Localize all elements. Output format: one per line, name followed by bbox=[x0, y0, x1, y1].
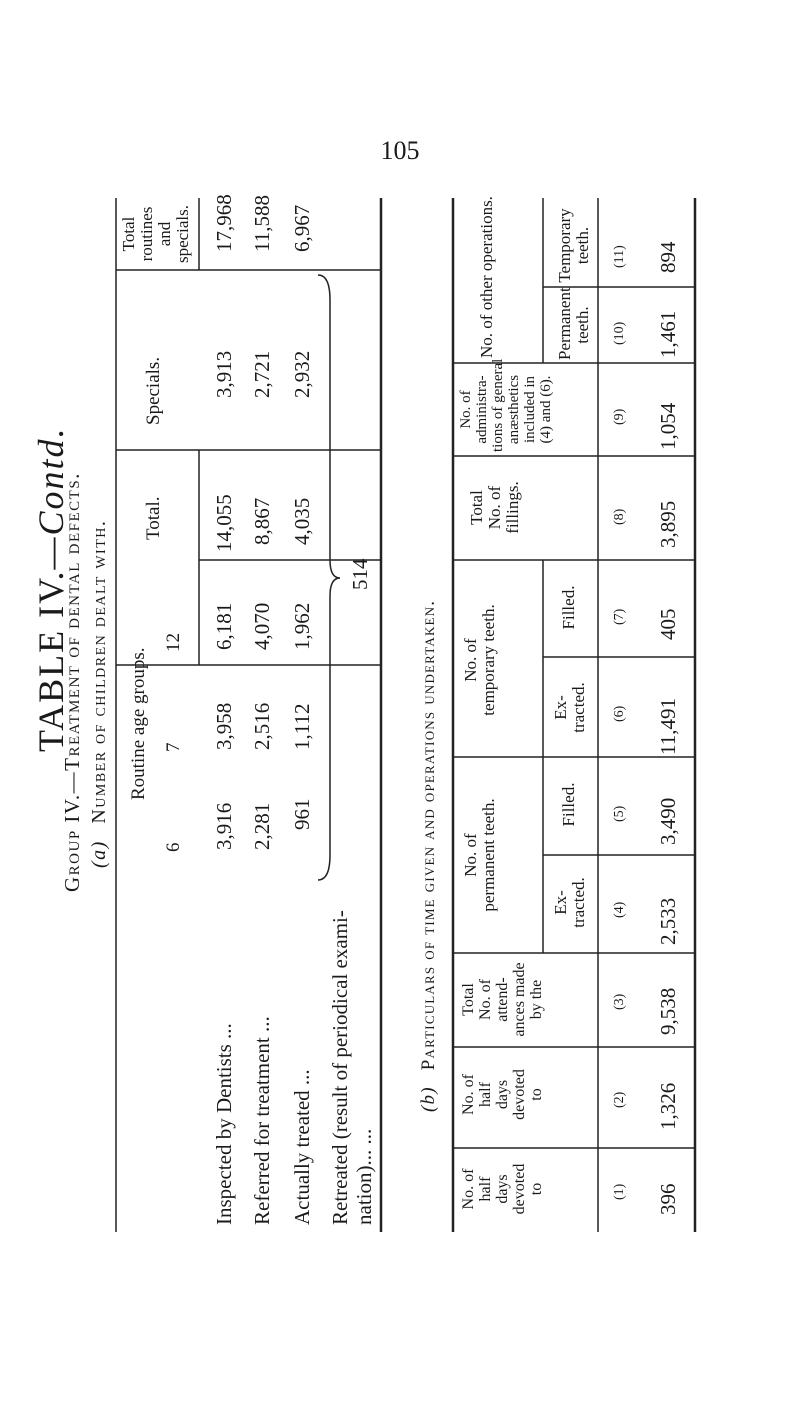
hdr-specials: Specials. bbox=[143, 356, 164, 425]
hdr-b-permanent bbox=[462, 760, 498, 950]
hdr-b-col9 bbox=[458, 358, 554, 452]
retreated-brace bbox=[318, 275, 340, 880]
val-retreated-bracket: 514 bbox=[348, 558, 372, 590]
hdr-b-col10-l2: teeth. bbox=[573, 306, 592, 344]
hdr-grand-total-4: specials. bbox=[173, 204, 192, 264]
hdr-b-col4-l1: Ex- bbox=[551, 890, 570, 915]
b-val-2: 1,326 bbox=[656, 1082, 680, 1130]
b-val-5: 3,490 bbox=[656, 797, 680, 845]
colnum-4: (4) bbox=[612, 901, 627, 918]
hdr-grand-total-1: Total bbox=[119, 216, 138, 252]
val-inspected-6: 3,916 bbox=[212, 802, 236, 850]
hdr-b-col1-l3: days bbox=[494, 1174, 511, 1204]
hdr-routine: Routine age groups. bbox=[128, 647, 149, 800]
hdr-b-col3-l4: ances made bbox=[511, 962, 528, 1037]
hdr-b-col3-l1: Total bbox=[460, 983, 477, 1016]
val-treated-specials: 2,932 bbox=[290, 350, 314, 398]
hdr-age-12: 12 bbox=[163, 633, 184, 652]
val-referred-6: 2,281 bbox=[250, 802, 274, 850]
val-treated-grand: 6,967 bbox=[290, 204, 314, 252]
table-title-rot-contd: —Contd. bbox=[31, 426, 71, 570]
hdr-b-col1 bbox=[460, 1150, 545, 1228]
page-number: 105 bbox=[380, 136, 420, 165]
hdr-b-col10 bbox=[555, 287, 592, 360]
hdr-b-permanent-l1: No. of bbox=[461, 833, 480, 877]
row-retreated-label-1: Retreated (result of periodical exami- bbox=[328, 910, 352, 1225]
hdr-b-col5-l1: Filled. bbox=[559, 782, 578, 827]
hdr-age-6: 6 bbox=[163, 842, 184, 852]
section-b-heading-rot bbox=[418, 600, 440, 1112]
b-val-6: 11,491 bbox=[656, 698, 680, 755]
hdr-b-col1-l2: half bbox=[477, 1176, 494, 1202]
hdr-b-col3-l5: by the bbox=[528, 979, 545, 1020]
b-val-3: 9,538 bbox=[656, 987, 680, 1035]
b-val-4: 2,533 bbox=[656, 897, 680, 945]
hdr-b-col1-l4: devoted bbox=[511, 1163, 528, 1215]
val-referred-total: 8,867 bbox=[250, 497, 274, 545]
hdr-b-col8-l1: Total bbox=[467, 490, 486, 525]
hdr-b-col2-l4: devoted bbox=[511, 1069, 528, 1120]
hdr-grand-total-2: routines bbox=[137, 206, 156, 262]
b-val-11: 894 bbox=[656, 241, 680, 273]
val-inspected-grand: 17,968 bbox=[212, 194, 236, 252]
hdr-b-col6 bbox=[552, 660, 588, 755]
val-treated-12: 1,962 bbox=[290, 602, 314, 650]
hdr-b-col3-l3: attend- bbox=[494, 977, 511, 1022]
val-treated-7: 1,112 bbox=[290, 703, 314, 750]
hdr-b-col8 bbox=[468, 460, 522, 555]
val-inspected-specials: 3,913 bbox=[212, 350, 236, 398]
colnum-8: (8) bbox=[612, 508, 627, 525]
hdr-b-col9-l6: (4) and (6). bbox=[538, 375, 554, 444]
colnum-6: (6) bbox=[612, 705, 627, 722]
hdr-b-col7 bbox=[560, 560, 578, 655]
b-val-10: 1,461 bbox=[656, 310, 680, 358]
hdr-b-col7-l1: Filled. bbox=[559, 585, 578, 630]
hdr-b-col9-l4: anæsthetics bbox=[506, 374, 522, 445]
val-inspected-12: 6,181 bbox=[212, 602, 236, 650]
hdr-b-col3-l2: No. of bbox=[477, 979, 494, 1020]
hdr-total: Total. bbox=[143, 496, 164, 540]
colnum-10: (10) bbox=[612, 321, 627, 345]
hdr-b-col11 bbox=[556, 208, 592, 283]
hdr-b-col1-l1: No. of bbox=[460, 1168, 477, 1210]
row-retreated-label-2: nation)... ... bbox=[352, 1128, 376, 1225]
hdr-b-col8-l2: No. of bbox=[485, 485, 504, 530]
val-referred-grand: 11,588 bbox=[250, 195, 274, 252]
section-b-label-rot: (b) bbox=[418, 1086, 439, 1112]
section-a-label-rot: (a) bbox=[88, 840, 110, 868]
hdr-b-col4-l2: tracted. bbox=[569, 877, 588, 928]
val-referred-12: 4,070 bbox=[250, 602, 274, 650]
hdr-b-col2-l3: days bbox=[494, 1079, 511, 1110]
section-a-heading-rot bbox=[88, 520, 111, 868]
colnum-7: (7) bbox=[612, 608, 627, 625]
hdr-b-temporary-l2: temporary teeth. bbox=[479, 604, 498, 716]
val-treated-total: 4,035 bbox=[290, 497, 314, 545]
hdr-age-7: 7 bbox=[163, 742, 184, 752]
val-referred-7: 2,516 bbox=[250, 702, 274, 750]
b-val-9: 1,054 bbox=[656, 402, 680, 450]
b-val-7: 405 bbox=[656, 608, 680, 640]
hdr-b-col2 bbox=[460, 1052, 545, 1137]
hdr-b-col8-l3: fillings. bbox=[503, 481, 522, 534]
val-referred-specials: 2,721 bbox=[250, 350, 274, 398]
hdr-b-permanent-l2: permanent teeth. bbox=[479, 798, 498, 912]
hdr-b-col9-l2: administra- bbox=[474, 375, 490, 444]
hdr-b-col10-l1: Permanent bbox=[555, 287, 574, 360]
val-inspected-7: 3,958 bbox=[212, 702, 236, 750]
table-title-rot-text: TABLE IV. bbox=[31, 569, 71, 752]
hdr-b-col6-l2: tracted. bbox=[569, 682, 588, 733]
hdr-b-col9-l1: No. of bbox=[458, 390, 474, 429]
colnum-5: (5) bbox=[612, 805, 627, 822]
row-treated-label: Actually treated ... bbox=[290, 1069, 314, 1225]
hdr-grand-total bbox=[120, 198, 192, 270]
hdr-b-col11-l1: Temporary bbox=[555, 208, 574, 283]
val-inspected-total: 14,055 bbox=[212, 494, 236, 552]
group-heading-rot: Group IV.—Treatment of dental defects. bbox=[60, 472, 84, 892]
colnum-1: (1) bbox=[612, 1183, 627, 1200]
hdr-b-temporary-l1: No. of bbox=[461, 638, 480, 682]
b-val-8: 3,895 bbox=[656, 500, 680, 548]
hdr-grand-total-3: and bbox=[155, 221, 174, 247]
hdr-b-col9-l5: included in bbox=[522, 375, 538, 444]
hdr-b-col5 bbox=[560, 757, 578, 852]
hdr-b-col11-l2: teeth. bbox=[573, 226, 592, 265]
hdr-b-col2-l5: to bbox=[528, 1088, 545, 1101]
hdr-b-temporary bbox=[462, 565, 498, 755]
section-b-heading-rot-text: Particulars of time given and operations undertaken. bbox=[418, 599, 439, 1071]
colnum-9: (9) bbox=[612, 408, 627, 425]
row-inspected-label: Inspected by Dentists ... bbox=[212, 1023, 236, 1225]
hdr-b-col9-l3: tions of general bbox=[490, 358, 506, 452]
colnum-2: (2) bbox=[612, 1091, 627, 1108]
colnum-11: (11) bbox=[612, 245, 627, 268]
val-treated-6: 961 bbox=[290, 798, 314, 830]
hdr-b-col3 bbox=[460, 957, 545, 1042]
hdr-b-col1-l5: to bbox=[528, 1182, 545, 1196]
colnum-3: (3) bbox=[612, 993, 627, 1010]
hdr-b-col6-l1: Ex- bbox=[551, 695, 570, 720]
hdr-b-col4 bbox=[552, 855, 588, 950]
hdr-b-col2-l1: No. of bbox=[460, 1074, 477, 1115]
hdr-b-col2-l2: half bbox=[477, 1082, 494, 1107]
hdr-b-other-group: No. of other operations. bbox=[477, 196, 496, 358]
section-a-heading-rot-text: Number of children dealt with. bbox=[88, 519, 110, 824]
b-val-1: 396 bbox=[656, 1183, 680, 1215]
row-referred-label: Referred for treatment ... bbox=[250, 1016, 274, 1225]
